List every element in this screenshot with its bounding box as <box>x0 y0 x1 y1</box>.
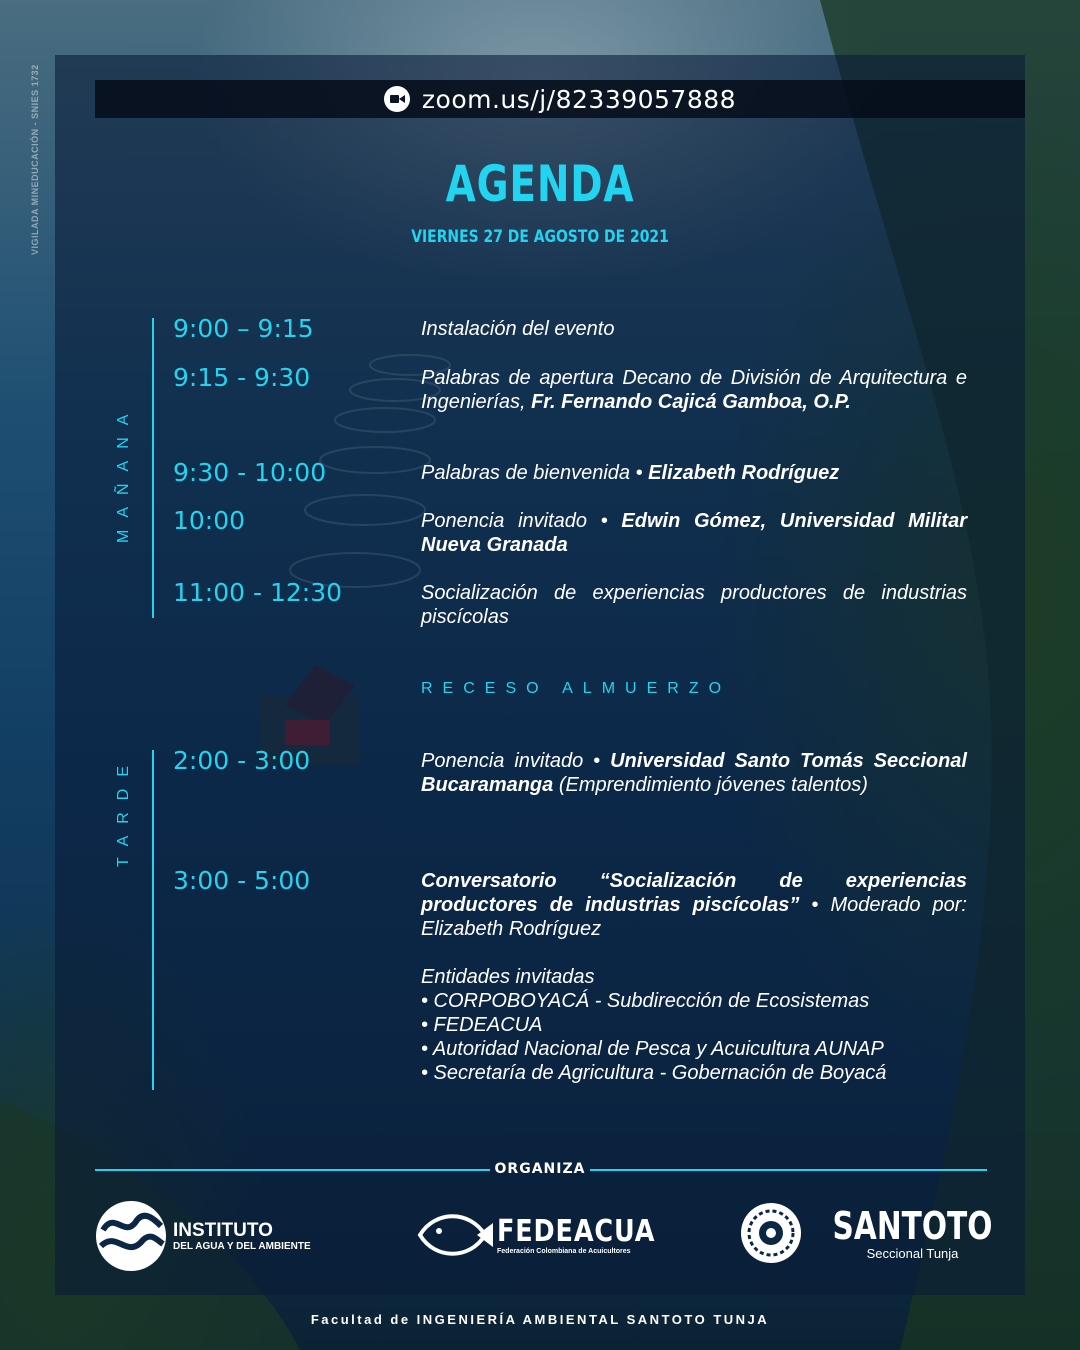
instituto-name: INSTITUTO <box>173 1219 273 1241</box>
santoto-subtitle: Seccional Tunja <box>866 1245 959 1261</box>
agenda-item-2-speaker: Fr. Fernando Cajicá Gamboa, O.P. <box>531 391 851 413</box>
morning-label: MAÑANA <box>115 402 132 544</box>
agenda-item-6-speaker: Universidad Santo Tomás Seccional Bucaramanga <box>421 750 967 796</box>
agenda-item-4-text: Ponencia invitado • <box>421 510 622 532</box>
agenda-item-4 <box>421 509 967 557</box>
agenda-item-7-title: Conversatorio “Socialización de experiencias productores de industrias piscícolas” <box>421 870 967 916</box>
agenda-item-3 <box>421 461 967 485</box>
organizers-label: ORGANIZA <box>494 1161 586 1177</box>
agenda-item-7 <box>421 869 967 941</box>
time-slot-7: 3:00 - 5:00 <box>173 866 311 895</box>
time-slot-1: 9:00 – 9:15 <box>173 314 314 343</box>
zoom-meeting-link[interactable]: zoom.us/j/82339057888 <box>421 84 737 114</box>
santoto-logo <box>740 1202 1015 1264</box>
time-slot-2: 9:15 - 9:30 <box>173 363 311 392</box>
invited-entities-heading: Entidades invitadas <box>421 966 595 988</box>
fish-icon <box>415 1205 495 1265</box>
organizers-divider-left <box>95 1169 490 1171</box>
agenda-item-5 <box>421 581 967 629</box>
agenda-item-6 <box>421 749 967 797</box>
page-title: AGENDA <box>445 155 635 213</box>
morning-divider <box>152 318 154 618</box>
accreditation-note: VIGILADA MINEDUCACIÓN - SNIES 1732 <box>30 64 40 255</box>
agenda-item-6-note: (Emprendimiento jóvenes talentos) <box>553 774 868 796</box>
lunch-break-label: RECESO ALMUERZO <box>421 680 732 697</box>
agenda-item-2 <box>421 366 967 414</box>
video-camera-icon <box>384 86 410 112</box>
invited-entity-1: • CORPOBOYACÁ - Subdirección de Ecosistemas <box>421 990 870 1012</box>
organizers-divider-right <box>590 1169 987 1171</box>
santoto-name: SANTOTO <box>832 1203 993 1248</box>
fedeacua-logo <box>415 1205 683 1265</box>
university-seal-icon <box>740 1202 802 1264</box>
invited-entity-3: • Autoridad Nacional de Pesca y Acuicultura AUNAP <box>421 1038 884 1060</box>
agenda-item-7-moderator: • Moderado por: Elizabeth Rodríguez <box>421 894 967 940</box>
invited-entity-4: • Secretaría de Agricultura - Gobernación de Boyacá <box>421 1062 887 1084</box>
faculty-footer: Facultad de INGENIERÍA AMBIENTAL SANTOTO TUNJA <box>310 1312 770 1327</box>
fedeacua-subtitle: Federación Colombiana de Acuicultores <box>497 1247 631 1255</box>
afternoon-divider <box>152 750 154 1090</box>
agenda-item-1 <box>421 317 967 341</box>
time-slot-5: 11:00 - 12:30 <box>173 578 343 607</box>
instituto-logo <box>95 1200 311 1272</box>
fedeacua-name: FEDEACUA <box>497 1213 656 1249</box>
time-slot-3: 9:30 - 10:00 <box>173 458 327 487</box>
water-wave-emblem-icon <box>95 1200 167 1272</box>
zoom-link-bar[interactable] <box>95 80 1025 118</box>
invited-entities <box>421 965 967 1085</box>
event-date: VIERNES 27 DE AGOSTO DE 2021 <box>411 227 669 247</box>
instituto-subtitle: DEL AGUA Y DEL AMBIENTE <box>173 1240 311 1252</box>
agenda-item-5-text: Socialización de experiencias productores de industrias piscícolas <box>421 582 967 628</box>
afternoon-label: TARDE <box>115 753 132 867</box>
agenda-item-1-text: Instalación del evento <box>421 318 615 340</box>
agenda-item-2-text: Palabras de apertura Decano de División de Arquitectura e Ingenierías, <box>421 367 967 413</box>
time-slot-6: 2:00 - 3:00 <box>173 746 311 775</box>
agenda-item-6-text: Ponencia invitado • <box>421 750 611 772</box>
agenda-item-3-speaker: Elizabeth Rodríguez <box>648 462 840 484</box>
agenda-item-3-text: Palabras de bienvenida • <box>421 462 649 484</box>
invited-entity-2: • FEDEACUA <box>421 1014 543 1036</box>
time-slot-4: 10:00 <box>173 506 246 535</box>
agenda-item-4-speaker: Edwin Gómez, Universidad Militar Nueva Granada <box>421 510 968 556</box>
